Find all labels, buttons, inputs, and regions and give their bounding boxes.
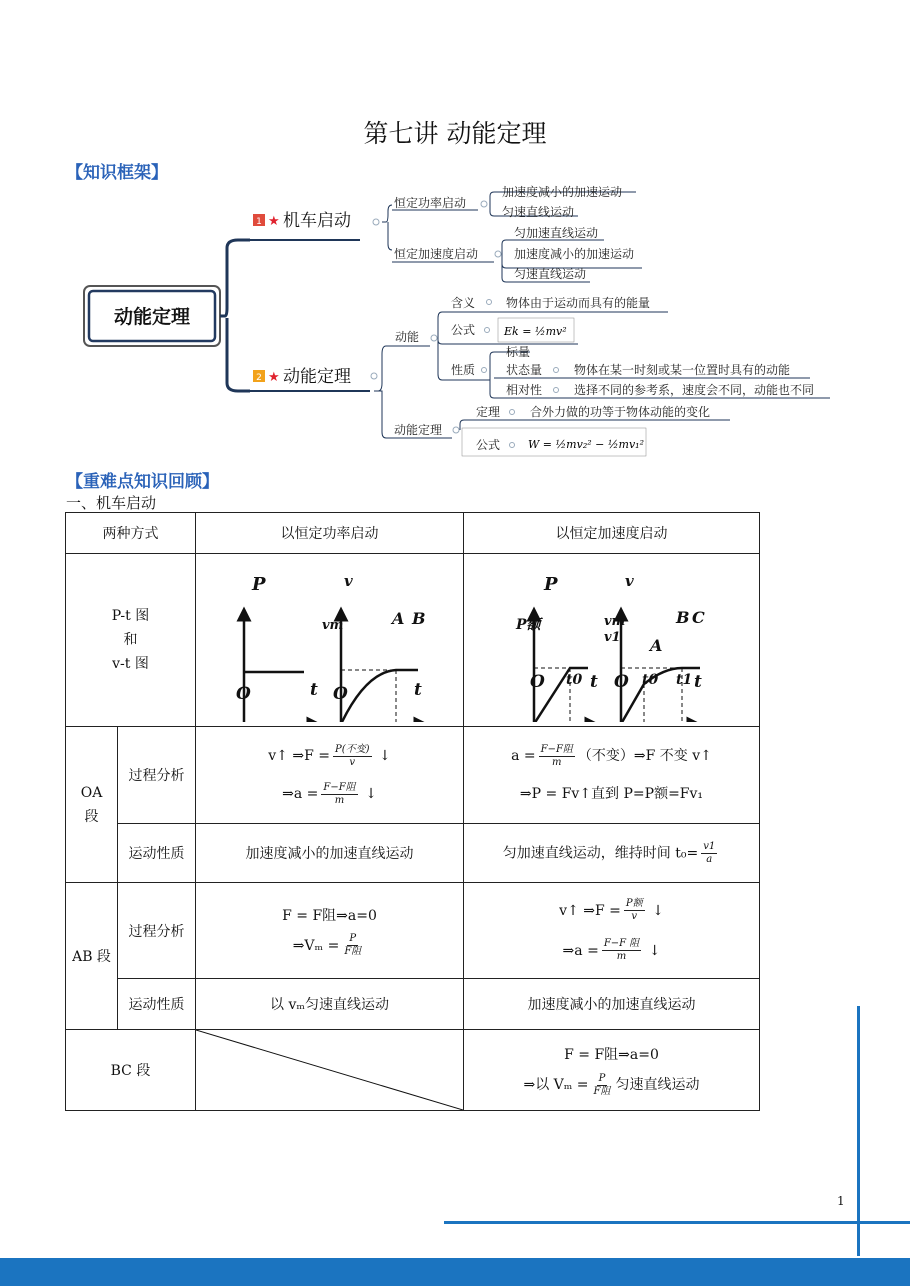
header-constant-accel: 以恒定加速度启动 [463,513,759,554]
ab-power-process: F = F阻⇒a=0 ⇒Vₘ = $\frac{P}{\text{F阻}}$ [195,883,463,979]
ab-label: AB 段 [66,883,118,1030]
oa-power-process: v↑ ⇒F = $\frac{\text{P(不变)}}{v}$ ↓ ⇒a = $\frac{\text{F−F阻}}{m}$ ↓ [195,727,463,824]
page-number: 1 [837,1194,845,1208]
oa-label: OA 段 [66,727,118,883]
section-key-review: 【重难点知识回顾】 [66,472,219,492]
svg-text:加速度减小的加速运动: 加速度减小的加速运动 [514,247,635,261]
svg-text:相对性: 相对性 [506,383,543,397]
footer-vertical-rule [857,1006,860,1256]
page-title: 第七讲 动能定理 [363,119,547,148]
svg-text:加速度减小的加速运动: 加速度减小的加速运动 [502,185,623,199]
branch-locomotive: 机车启动 [283,211,351,231]
subsection-title: 一、机车启动 [66,494,157,512]
oa-motion-label: 运动性质 [118,824,196,883]
svg-text:公式: 公式 [476,438,501,452]
svg-text:物体由于运动而具有的能量: 物体由于运动而具有的能量 [506,296,651,310]
bc-label: BC 段 [66,1030,196,1111]
svg-text:公式: 公式 [451,323,476,337]
oa-accel-process: a = $\frac{\text{F−F阻}}{m}$ （不变）⇒F 不变 v↑ ⇒P = Fv↑直到 P=P额=Fv₁ [463,727,759,824]
svg-text:恒定加速度启动: 恒定加速度启动 [394,247,479,261]
ab-accel-motion: 加速度减小的加速直线运动 [463,979,759,1030]
ab-accel-process: v↑ ⇒F = $\frac{\text{P额}}{v}$ ↓ ⇒a = $\frac{\text{F−F 阻}}{m}$ ↓ [463,883,759,979]
svg-text:W = ½mv₂² − ½mv₁²: W = ½mv₂² − ½mv₁² [528,438,644,451]
badge-1: 1 [256,217,262,227]
ab-motion-label: 运动性质 [118,979,196,1030]
header-constant-power: 以恒定功率启动 [195,513,463,554]
star-icon: ★ [268,370,280,385]
locomotive-start-table [65,512,760,1111]
mind-map [70,178,850,460]
bc-accel-process: F = F阻⇒a=0 ⇒以 Vₘ = $\frac{P}{\text{F阻}}$ 匀速直线运动 [463,1030,759,1111]
svg-text:Ek = ½mv²: Ek = ½mv² [504,325,567,338]
svg-text:含义: 含义 [451,296,476,310]
star-icon: ★ [268,214,280,229]
ab-power-motion: 以 vₘ匀速直线运动 [195,979,463,1030]
oa-process-label: 过程分析 [118,727,196,824]
svg-text:匀速直线运动: 匀速直线运动 [514,267,587,281]
svg-text:性质: 性质 [451,363,476,377]
footer-horizontal-rule [444,1221,910,1224]
header-methods: 两种方式 [66,513,196,554]
diagonal-slash [196,1030,463,1110]
bc-power-empty [195,1030,463,1111]
svg-text:物体在某一时刻或某一位置时具有的动能: 物体在某一时刻或某一位置时具有的动能 [574,363,791,377]
svg-text:恒定功率启动: 恒定功率启动 [394,196,467,210]
svg-text:定理: 定理 [476,405,501,419]
svg-text:状态量: 状态量 [506,363,543,377]
badge-2: 2 [256,373,262,383]
svg-text:匀速直线运动: 匀速直线运动 [502,205,575,219]
ab-process-label: 过程分析 [118,883,196,979]
svg-text:合外力做的功等于物体动能的变化: 合外力做的功等于物体动能的变化 [530,405,711,419]
svg-text:选择不同的参考系，速度会不同，动能也不同: 选择不同的参考系，速度会不同，动能也不同 [574,383,815,397]
mindmap-root: 动能定理 [113,306,191,328]
oa-accel-motion: 匀加速直线运动，维持时间 t₀= $\frac{v1}{a}$ [463,824,759,883]
svg-text:动能定理: 动能定理 [394,423,443,437]
svg-text:动能: 动能 [395,330,420,344]
oa-power-motion: 加速度减小的加速直线运动 [195,824,463,883]
graphs-label: P-t 图 和 v-t 图 [66,554,196,727]
footer-band [0,1258,910,1286]
branch-kinetic-theorem: 动能定理 [283,367,351,387]
section-knowledge-framework: 【知识框架】 [66,163,168,183]
svg-text:标量: 标量 [506,345,531,359]
svg-text:匀加速直线运动: 匀加速直线运动 [514,226,599,240]
